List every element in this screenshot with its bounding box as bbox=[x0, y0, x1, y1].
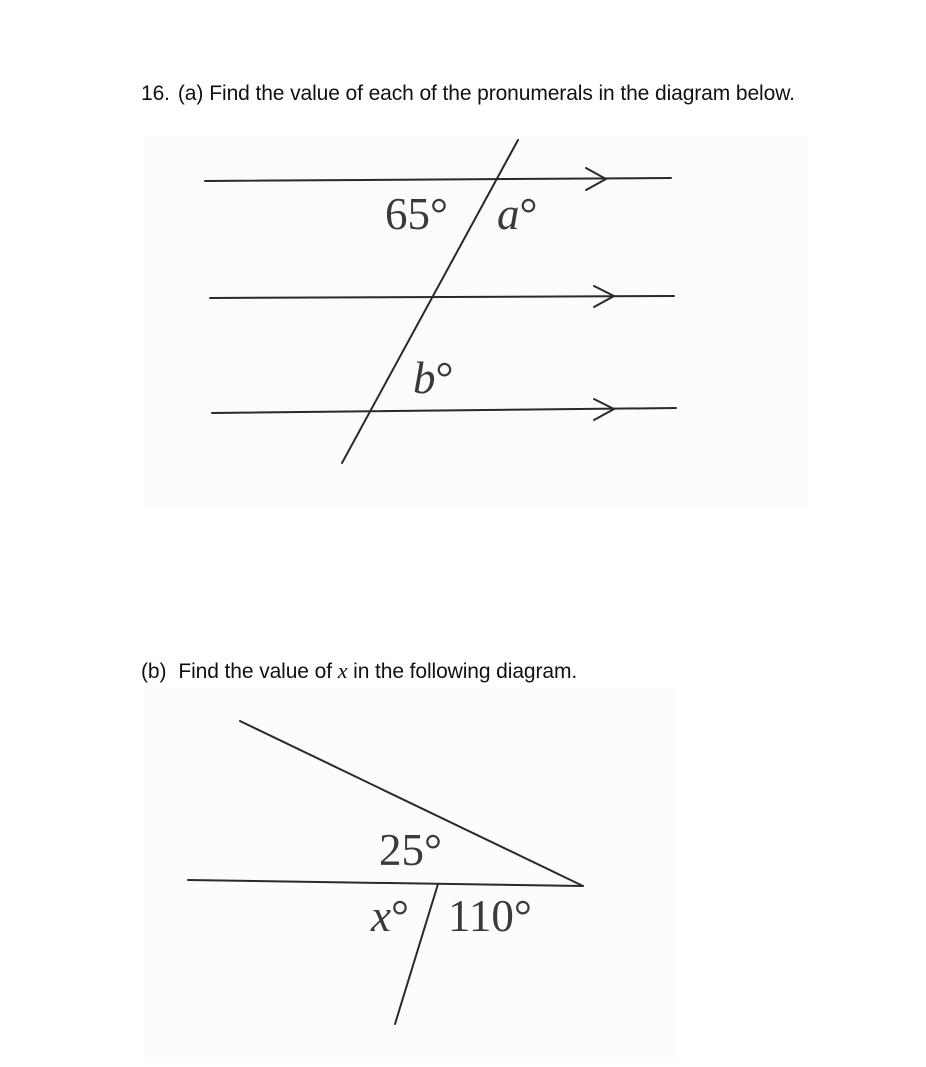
angle-label-65: 65° bbox=[385, 189, 448, 239]
triangle-angle-diagram bbox=[143, 688, 677, 1062]
angle-label-a bbox=[497, 189, 538, 239]
part-label-b: (b) bbox=[141, 660, 167, 683]
parallel-line-top bbox=[205, 178, 671, 181]
question-text-a: Find the value of each of the pronumerals in the diagram below. bbox=[209, 82, 795, 105]
angle-variable-b: b bbox=[413, 353, 436, 403]
triangle-angle-svg bbox=[143, 688, 677, 1062]
question-text-b-end: in the following diagram. bbox=[353, 660, 578, 683]
angle-variable-a: a bbox=[497, 189, 520, 239]
angle-label-110: 110° bbox=[448, 891, 532, 941]
parallel-lines-svg bbox=[143, 136, 808, 508]
parallel-lines-diagram bbox=[143, 136, 808, 508]
angle-label-b bbox=[413, 353, 454, 403]
question-16a bbox=[141, 82, 795, 106]
angle-label-25: 25° bbox=[379, 825, 442, 875]
parallel-line-middle bbox=[210, 296, 674, 298]
degree-symbol-b: ° bbox=[435, 353, 454, 403]
question-variable-x: x bbox=[337, 658, 348, 683]
degree-symbol-a: ° bbox=[519, 189, 538, 239]
question-16b bbox=[141, 658, 577, 684]
angle-label-x bbox=[370, 891, 409, 941]
degree-symbol-x: ° bbox=[390, 891, 409, 941]
part-label-a: (a) bbox=[177, 82, 204, 105]
horizontal-line bbox=[188, 880, 583, 886]
question-text-b-start: Find the value of bbox=[178, 660, 332, 683]
angle-variable-x: x bbox=[371, 891, 391, 941]
question-number: 16. bbox=[141, 82, 170, 105]
